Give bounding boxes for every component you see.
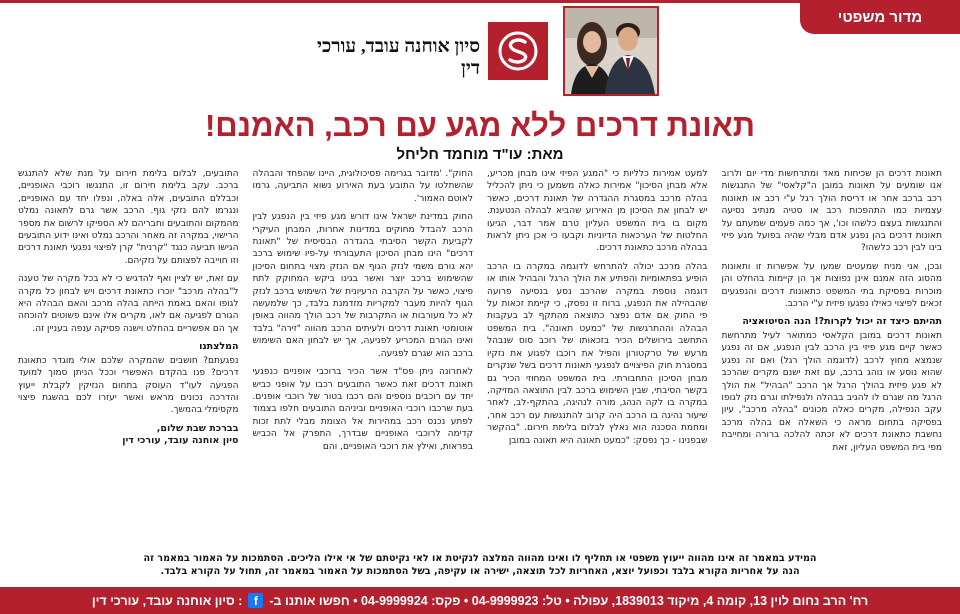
article-body <box>18 168 942 540</box>
subheading: המלצתנו <box>199 341 239 353</box>
article-column-4 <box>18 168 239 540</box>
disclaimer-line-2: הנה על אחריות הקורא בלבד וכפועל יוצא, האחריות לכל תוצאה, ישירה או עקיפה, בשל הסתמכות על האמור במאמר זה, תחול על הקורא בלבד. <box>160 566 800 577</box>
lawyers-photo-illustration <box>565 8 657 94</box>
signature: סיון אוחנה עובד, עורכי דין <box>122 435 239 447</box>
paragraph: בהלה מרכב יכולה להתרחש לדוגמה במקרה בו הרכב הופיע בפתאומיות והפתיע את הולך הרגל והבהיל אותו או דוגמה נוספת במקרה שהרכב נסע בנסיעה פרועה שהבהילה את הנפגע, ברוח זו נפסק, כי קיימת זכאות על פי החוק אם אדם נפצר כתוצאה מהתקף לב בעקבות הבהלה וההתרגשות של "כמעט תאונה". בית המשפט התחשב בירושלים הכיר בזכאותו של רוכב סוס שנבהל מרעש של טרקטורון והפיל את רוכבו לפגוע את נזקיו במסגרת חוק הפיצויים לנפגעי תאונות דרכים בשל שנקרים מבחן הסיכון התחבורתי. בית המשפט המחוזי הכיר גם בקשר הסיבתי, שבין השימוש ברכב לבין התוצאה המזיקה, במקרה בו לקה הנהג, מורה לנהיגה, בהתקף-לב, לאחר שיעור נהיגה בו הרכב היה קרוב להתנגשות עם רכב אחר, ומחמת הסכנה הוא נאלץ לבלום בלימת חירום. "בהקשר שבפנינו - כך נפסק: "כמעט תאונה היא תאונה במובן <box>487 261 708 446</box>
paragraph: החוק במדינת ישראל אינו דורש מגע פיזי בין הנפגע לבין הרכב להבדל מחוקים במדינות אחרות, המבחן העיקרי לקביעת הקשר הסיבתי בהגדרה הבסיסית של "תאונת דרכים" הינו מבחן הסיכון התעבורתי על-פיו שימוש ברכב יהא גורם משמי לנזק הגוף אם הנזק מצוי בתחום הסיכון שהשימוש ברכב יוצר ואשר בגינו ביקש המחוקק לתת פיצוי, כאשר על הקרבה הרעיונית של השימוש ברכב לנזק הגוף להיות מעבר למקריות מזדמנת בלבד, כך שלמעשה לא כל מעורבות או התקרבות של רכב הולך מהווה באופן אוטומטי תאונת דרכים ולעיתים הרכב מהווה "זירה" בלבד ואינו הגורם המכריע לפגיעה, אך יש לבחון האם השימוש ברכב הוא שגרם לפגיעה. <box>252 212 473 359</box>
subheading: תהיתם כיצד זה יכול לקרות?! הנה הסיטואציה <box>742 316 942 328</box>
article-column-3 <box>253 168 474 540</box>
paragraph: למעט אמירות כלליות כי "המגע הפיזי אינו מבחן מכריע, אלא מבחן הסיכון" אמירות כאלה משמען כי ניתן להכליל בהלה מרכב במסגרת ההגדרה של תאונת דרכים, כאשר יש לבחון את הסיכון מן האירוע שהביא לבהלה הנטענת. מקום בו בית המשפט העליון טרם אמר דבר, הגיעו החלטות של הערכאות הדיוניות וקבעו כי אכן ניתן לראות בבהלה מרכב כתאונת דרכים. <box>487 169 708 254</box>
section-tag: מדור משפטי <box>800 0 960 34</box>
logo-mark-graphic <box>496 29 540 73</box>
paragraph: תאונות דרכים במובן הקלאסי כמתואר לעיל מתרחשת כאשר קיים מגע פיזי בין הרכב לבין הנפגע, אם זה נפגע שנמצא מחוץ לרכב (לדוגמה הולך רגל) ואם זה נפגע שהוא נוסע או נוהג ברכב, עם זאת ישנם מקרים שהרכב לא פגע פיזית בהולך הרגל אך הרכב "הבהיל" את הולך הרגל מה שגרם לו להגיב בבהלה ולנפילתו וגרם נזק לגופו עקב הנפילה, מקרים כאלה מכונים "בהלה מרכב", עיון בפסיקה בתחום מראה כי השאלה אם בהלה מרכב נחשבת כתאונת דרכים לא זכתה להלכה ברורה ומחייבת מפי בית המשפט העליון, זאת <box>721 330 942 453</box>
article-column-1 <box>722 168 943 540</box>
paragraph: עם זאת, יש לציין ואף להדגיש כי לא בכל מקרה של טענה ל"בהלה מרכב" יוכרו כתאונת דרכים ויש לבחון כל מקרה לגופו והאם באמת הייתה בהלה מרכב והאם הבהלה היא הגורם לפגיעה אם לאו, מקרים אלו אינם פשוטים להוכחה אך הם אפשריים בהחלט וישנה פסיקה ענפה בעניין זה. <box>18 274 239 334</box>
footer-bar <box>0 587 960 614</box>
sign-off: בברכת שבת שלום, <box>156 422 239 434</box>
disclaimer <box>20 552 940 578</box>
article-byline: מאת: עו"ד מוחמד חליחל <box>396 146 564 163</box>
paragraph: החוק". 'מדובר בגרימה פסיכולוגית, היינו שהפחד והבהלה שהשתלטו על התובע בעת האירוע נשוא התביעה, גרמו לאוטם האמור'. <box>252 169 473 204</box>
article-column-2 <box>487 168 708 540</box>
footer-firm: : סיון אוחנה עובד, עורכי דין <box>91 593 243 608</box>
paragraph: תאונות דרכים הן שכיחות מאד ומתרחשות מדי יום ולרוב אנו שומעים על תאונות במובן ה"קלאסי" של התנגשות רכב ברכב אחר או דריסת הולך רגל ע"י רכב או תאונות עצמיות כמו התהפכות רכב או סטיה מנתיב נסיעה והתנגשות בעצם כלשהו וכו', אך כמה פעמים שמעתם על תאונות דרכים בהן נפגע אדם מבלי שהיה בפועל מגע פיזי בינו לבין רכב כלשהו? <box>721 169 942 254</box>
disclaimer-line-1: המידע במאמר זה אינו מהווה ייעוץ משפטי או תחליף לו ואינו מהווה המלצה לנקיטת או לאי נקיטתם של אי אילו הליכים. הסתמכות על האמור במאמר זה <box>143 553 817 564</box>
facebook-icon[interactable]: f <box>248 593 263 608</box>
lawyers-photo <box>563 6 659 96</box>
paragraph: ובכן, אני מניח שמעטים שמעו על אפשרות זו ותאונות מהסוג הזה אמנם אינן נפוצות אך הן קיימות בהחלט והן מוכרות בפסיקת בתי המשפט כתאונות דרכים והנפגעים זכאים לפיצוי כאילו נפגעו פיזית ע"י הרכב. <box>721 261 942 310</box>
paragraph: לאחרונה ניתן פס"ד אשר הכיר ברוכבי אופניים כנפגעי תאונת דרכים זאת כאשר התובעים רכבו על אופני כביש יחד עם רוכבים נוספים והם רכבו בטור של רוכבי אופנים. בעת שרכבו רוכבי האופניים וביניהם התובעים חלפו בצמוד לפתע נכנס רכב במהירות אל הצומת מבלי לתת זכות קדימה לרוכבי האופניים שבדרך, התפרק אל הכביש בפראות, ואילץ את רוכבי האופניים, והם <box>252 367 473 452</box>
logo-mark-icon <box>488 22 548 80</box>
firm-name: סיון אוחנה עובד, עורכי דין <box>316 36 480 79</box>
footer-contact: רח' הרב נחום לוין 13, קומה 4, מיקוד 1839013, עפולה • טל: 04-9999923 • פקס: 04-9999924 • חפשו אותנו ב- <box>269 593 869 608</box>
article-headline: תאונת דרכים ללא מגע עם רכב, האמנם! <box>204 108 756 143</box>
paragraph: התובעים, לבלום בלימת חירום על מנת שלא להתנגש ברכב. עקב בלימת חירום זו, התנגשו רוכבי האופניים, וכבללם התובעים, אלה באלה, ונפלו יחד עם האופניים, ונגרמו להם נזקי גוף. הרכב אשר גרם לתאונה נמלט מהמקום והתובעים וחבריהם לא הספיקו לרשום את מספר הרישוי, במקרה זה מאחר והרכב נמלט ואינו ידוע התובעים הגישו תביעה כנגד "קרנית" קרן לפיצוי נפגעי תאונת דרכים וזו חוייבה לפצותם על נזקיהם. <box>18 169 239 266</box>
paragraph: נפגעתם? חושבים שהמקרה שלכם אולי מוגדר כתאונת דרכים? פנו בהקדם האפשרי וככל הניתן סמוך למועד הפגיעה לעו"ד העוסק בתחום הנזיקין לקבלת ייעוץ והדרכה נכונים מראש ואשר יעזרו לכם בהשגת פיצוי מקסימלי בהמשך. <box>18 355 239 416</box>
